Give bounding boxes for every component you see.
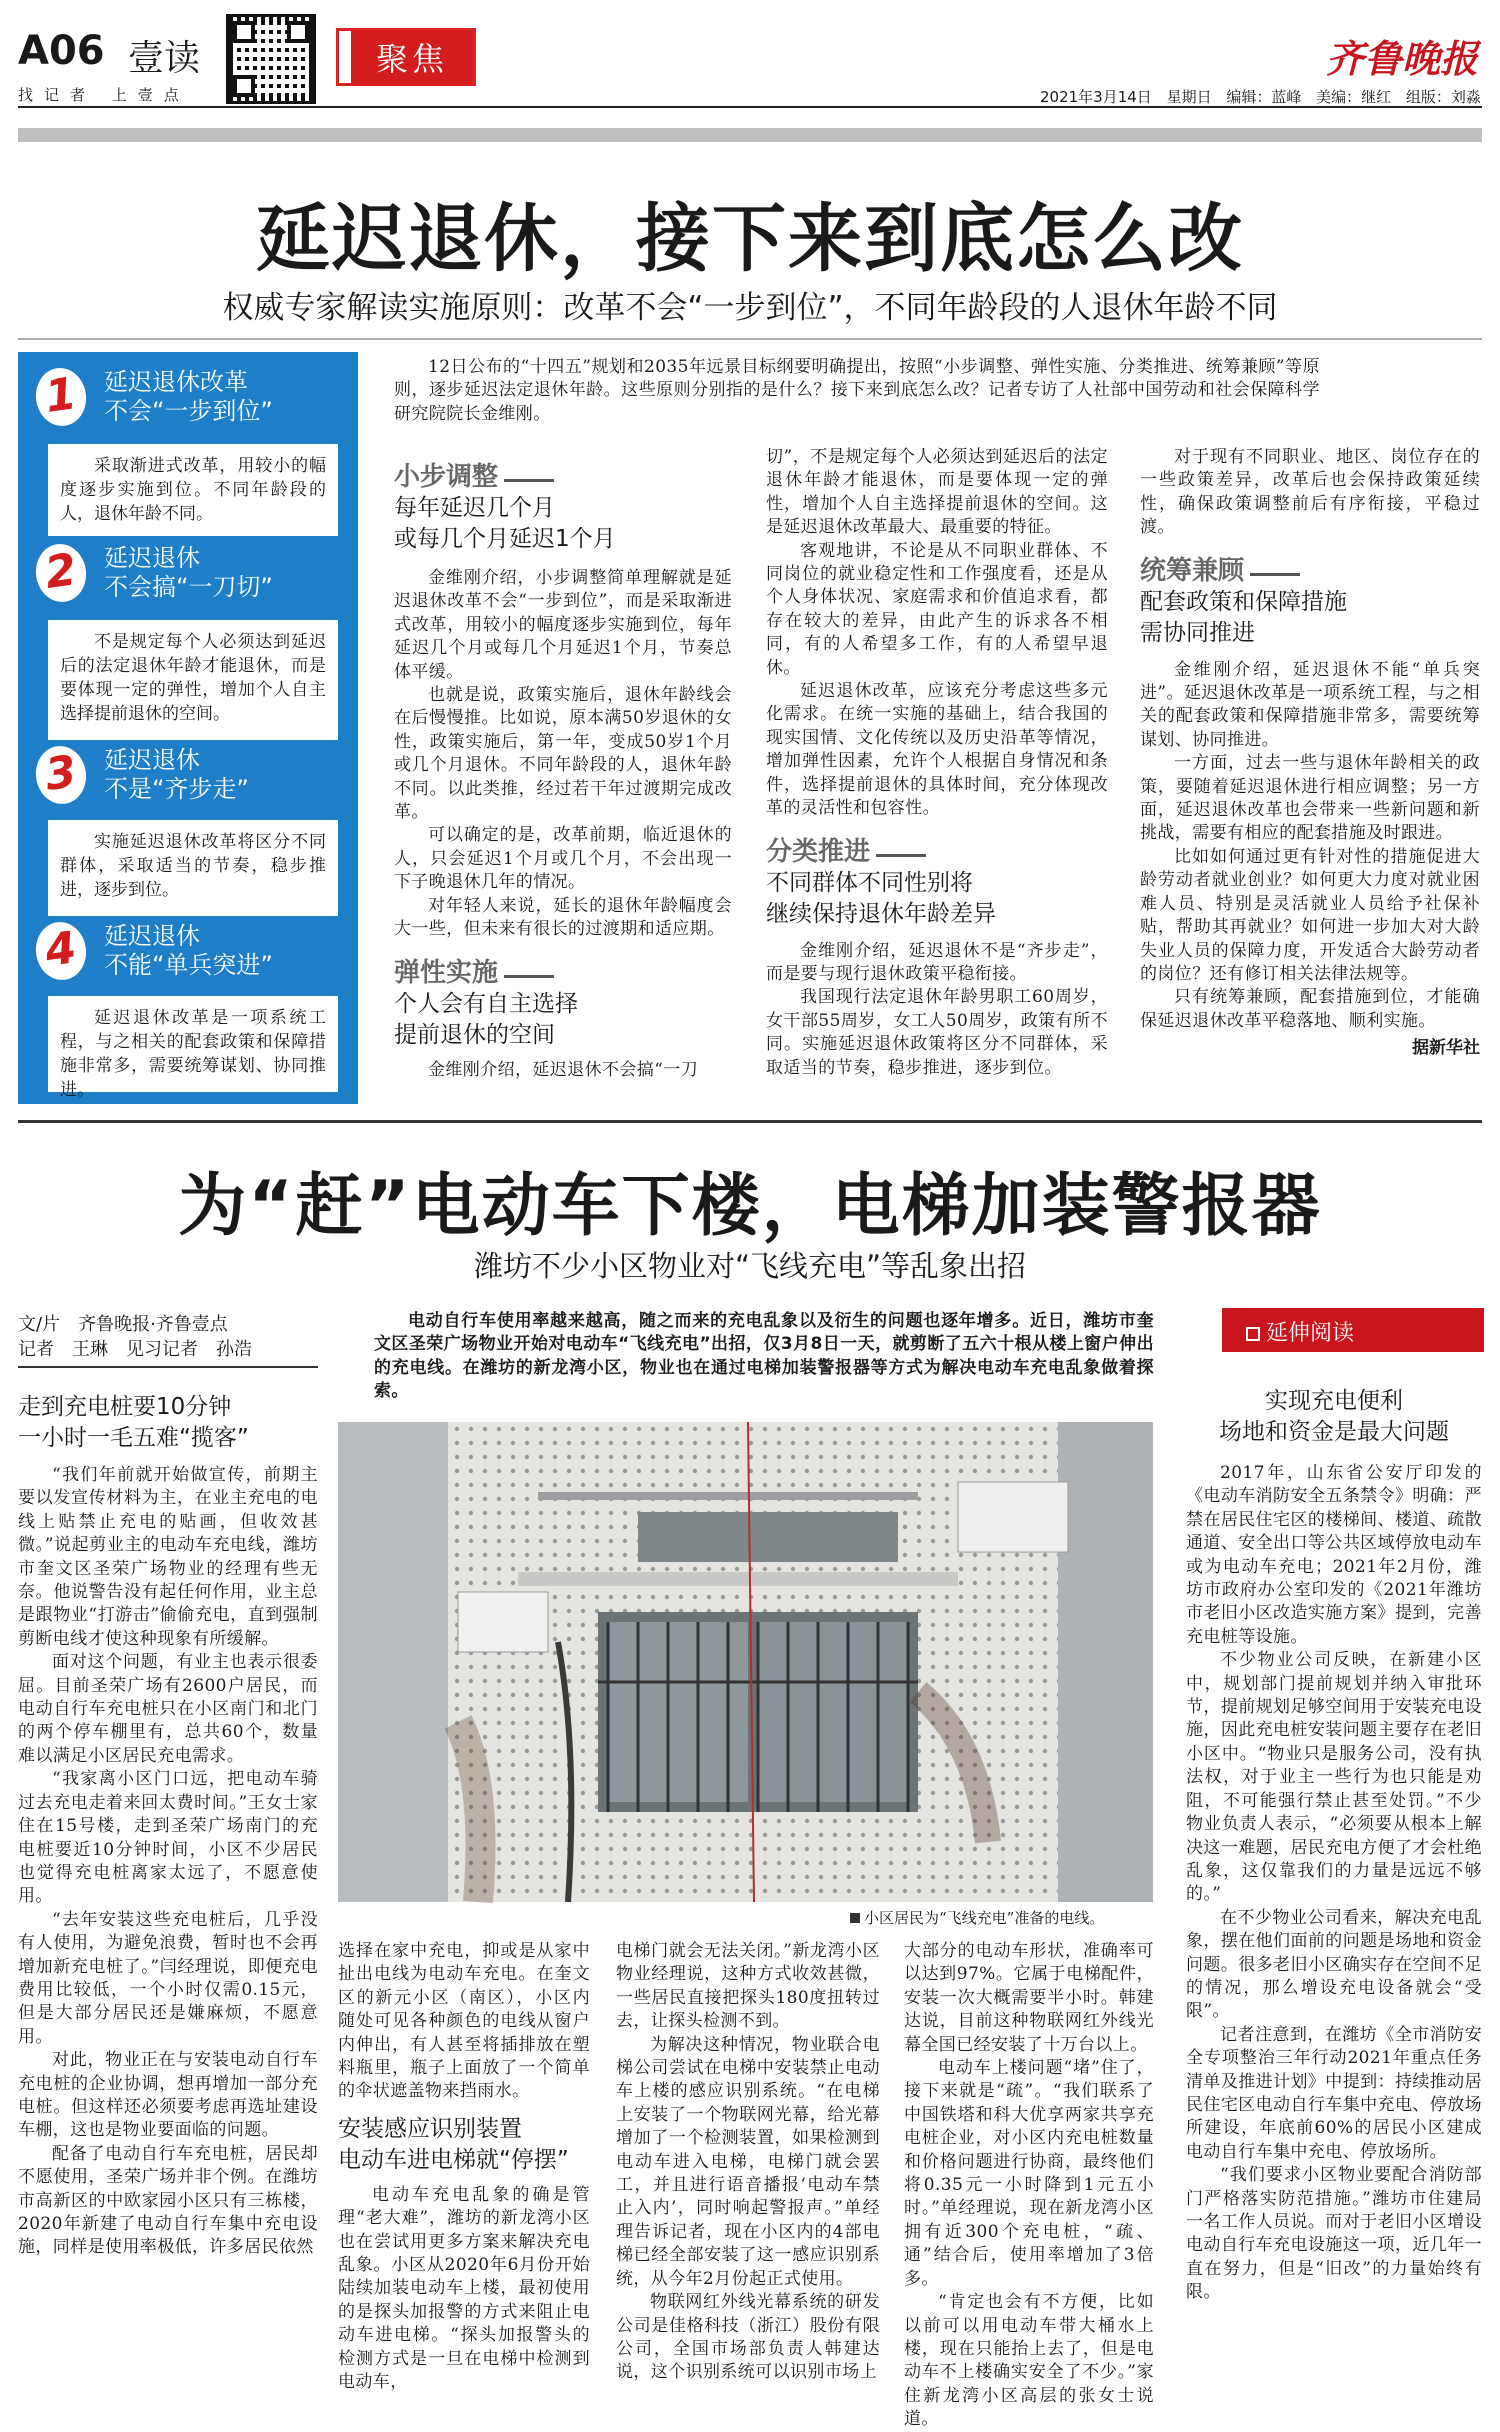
- article2-subheadline: 潍坊不少小区物业对“飞线充电”等乱象出招: [473, 1249, 1027, 1283]
- building-photo: [338, 1422, 1153, 1902]
- article2-col-4: 大部分的电动车形状，准确率可以达到97%。它属于电梯配件，安装一次大概需要半小时。韩建达说，目前这种物联网红外线光幕全国已经安装了十万台以上。 电动车上楼问题“堵”住了，接下来就是“疏”。“我们联系了中国铁塔和科大优享两家共享充电桩企业，对小区内充电桩数量和价格问题进行协商，最终他们将0.35元一小时降到1元五小时。”单经理说，现在新龙湾小区拥有近300个充电桩，“疏、通”结合后，使用率增加了3倍多。 “肯定也会有不方便，比如以前可以用电动车带大桶水上楼，现在只能抬上去了，但是电动车不上楼确实安全了不少。”家住新龙湾小区高层的张女士说道。: [904, 1941, 1154, 2430]
- point-2-body: 不是规定每个人必须达到延迟后的法定退休年龄才能退休，而是要体现一定的弹性，增加个人自主选择提前退休的空间。: [48, 620, 338, 740]
- focus-label: 聚焦: [336, 28, 476, 86]
- article2-headline: 为“赶”电动车下楼，电梯加装警报器: [178, 1167, 1322, 1246]
- brand-logo: 齐鲁晚报: [1325, 36, 1478, 81]
- article1-subheadline: 权威专家解读实施原则：改革不会“一步到位”，不同年龄段的人退休年龄不同: [222, 290, 1278, 326]
- byline: 文/片 齐鲁晚报·齐鲁壹点 记者 王琳 见习记者 孙浩: [18, 1314, 252, 1360]
- section-name: 壹读: [128, 38, 201, 79]
- section-divider: [18, 1120, 1482, 1123]
- point-4-body: 延迟退休改革是一项系统工程，与之相关的配套政策和保障措施非常多，需要统筹谋划、协同推进。: [48, 996, 338, 1092]
- page-number: A06: [18, 28, 105, 74]
- article1-lead: 12日公布的“十四五”规划和2035年远景目标纲要明确提出，按照“小步调整、弹性实施、分类推进、统筹兼顾”等原则，逐步延迟法定退休年龄。这些原则分别指的是什么？接下来到底怎么改？记者专访了人社部中国劳动和社会保障科学研究院院长金维刚。: [394, 357, 1320, 424]
- gray-band: [18, 128, 1482, 142]
- article1-col3: 对于现有不同职业、地区、岗位存在的一些政策差异，改革后也会保持政策延续性，确保政策调整前后有序衔接，平稳过渡。 统筹兼顾 配套政策和保障措施 需协同推进 金维刚介绍，延迟退休不能“单兵突进”。延迟退休改革是一项系统工程，与之相关的配套政策和保障措施非常多，需要统筹谋划、协同推进。 一方面，过去一些与退休年龄相关的政策，要随着延迟退休进行相应调整；另一方面，延迟退休改革也会带来一些新问题和新挑战，需要有相应的配套措施及时跟进。 比如如何通过更有针对性的措施促进大龄劳动者就业创业？如何更大力度对就业困难人员、特别是灵活就业人员给予社保补贴，帮助其再就业？如何进一步加大对大龄失业人员的保障力度，开发适合大龄劳动者的岗位？还有修订相关法律法规等。 只有统筹兼顾，配套措施到位，才能确保延迟退休改革平稳落地、顺利实施。 据新华社: [1140, 447, 1480, 1059]
- article1-headline: 延迟退休，接下来到底怎么改: [256, 196, 1244, 282]
- article2-lead: 电动自行车使用率越来越高，随之而来的充电乱象以及衍生的问题也逐年增多。近日，潍坊市奎文区圣荣广场物业开始对电动车“飞线充电”出招，仅3月8日一天，就剪断了五六十根从楼上窗户伸出的充电线。在潍坊的新龙湾小区，物业也在通过电梯加装警报器等方式为解决电动车充电乱象做着探索。: [374, 1311, 1154, 1402]
- point-3-header: 3 延迟退休 不是“齐步走”: [18, 742, 358, 810]
- key-points-sidebar: [18, 352, 358, 1104]
- article1-col2: 切”，不是规定每个人必须达到延迟后的法定退休年龄才能退休，而是要体现一定的弹性，增加个人自主选择提前退休的空间。这是延迟退休改革最大、最重要的特征。 客观地讲，不论是从不同职业群体、不同岗位的就业稳定性和工作强度看，还是从个人身体状况、家庭需求和价值追求看，都存在较大的差异，由此产生的诉求各不相同，有的人希望多工作，有的人希望早退休。 延迟退休改革，应该充分考虑这些多元化需求。在统一实施的基础上，结合我国的现实国情、文化传统以及历史沿革等情况，增加弹性因素，允许个人根据自身情况和条件，选择提前退休的具体时间，充分体现改革的灵活性和包容性。 分类推进 不同群体不同性别将 继续保持退休年龄差异 金维刚介绍，延迟退休不是“齐步走”，而是要与现行退休政策平稳衔接。 我国现行法定退休年龄男职工60周岁，女干部55周岁，女工人50周岁，政策有所不同。实施延迟退休政策将区分不同群体，采取适当的节奏，稳步推进，逐步到位。: [766, 447, 1108, 1078]
- circle-number-icon: 4: [32, 919, 90, 983]
- point-2-header: 2 延迟退休 不会搞“一刀切”: [18, 540, 358, 608]
- section-slogan: 找记者 上壹点: [18, 86, 190, 104]
- point-4-header: 4 延迟退休 不能“单兵突进”: [18, 918, 358, 986]
- extended-reading: 实现充电便利 场地和资金是最大问题 2017年，山东省公安厅印发的《电动车消防安全五条禁令》明确：严禁在居民住宅区的楼梯间、楼道、疏散通道、安全出口等公共区域停放电动车或为电动车充电；2021年2月份，潍坊市政府办公室印发的《2021年潍坊市老旧小区改造实施方案》提到，完善充电桩等设施。 不少物业公司反映，在新建小区中，规划部门提前规划并纳入审批环节，提前规划足够空间用于安装充电设施，因此充电桩安装问题主要存在老旧小区中。“物业只是服务公司，没有执法权，对于业主一些行为也只能是劝阻，不可能强行禁止甚至处罚。”不少物业负责人表示，“必须要从根本上解决这一难题，居民充电方便了才会杜绝乱象，这仅靠我们的力量是远远不够的。” 在不少物业公司看来，解决充电乱象，摆在他们面前的问题是场地和资金问题。很多老旧小区确实存在空间不足的情况，那么增设充电设备就会“受限”。 记者注意到，在潍坊《全市消防安全专项整治三年行动2021年重点任务清单及推进计划》中提到：持续推动居民住宅区电动自行车集中充电、停放场所建设，年底前60%的居民小区建成电动自行车集中充电、停放场所。 “我们要求小区物业要配合消防部门严格落实防范措施。”潍坊市住建局一名工作人员说。而对于老旧小区增设电动自行车充电设施这一项，近几年一直在努力，但是“旧改”的力量始终有限。: [1186, 1388, 1482, 2303]
- circle-number-icon: 3: [32, 743, 90, 807]
- point-3-body: 实施延迟退休改革将区分不同群体，采取适当的节奏，稳步推进，逐步到位。: [48, 820, 338, 916]
- point-1-body: 采取渐进式改革，用较小的幅度逐步实施到位。不同年龄段的人，退休年龄不同。: [48, 444, 338, 536]
- issue-meta: 2021年3月14日 星期日 编辑：蓝峰 美编：继红 组版：刘淼: [1040, 88, 1481, 106]
- photo-caption: 小区居民为“飞线充电”准备的电线。: [850, 1907, 1104, 1928]
- byline-rule: [18, 1366, 318, 1368]
- article1-col1: 小步调整 每年延迟几个月 或每几个月延迟1个月 金维刚介绍，小步调整简单理解就是延迟退休改革不会“一步到位”，而是采取渐进式改革，用较小的幅度逐步实施到位，每年延迟几个月或每几个月延迟1个月，节奏总体平缓。 也就是说，政策实施后，退休年龄线会在后慢慢推。比如说，原本满50岁退休的女性，政策实施后，第一年，变成50岁1个月或几个月退休。不同年龄段的人，退休年龄不同。以此类推，经过若干年过渡期完成改革。 可以确定的是，改革前期，临近退休的人，只会延迟1个月或几个月，不会出现一下子晚退休几年的情况。 对年轻人来说，延长的退休年龄幅度会大一些，但未来有很长的过渡期和适应期。 弹性实施 个人会有自主选择 提前退休的空间 金维刚介绍，延迟退休不会搞“一刀: [394, 462, 732, 1080]
- source-credit: 据新华社: [1412, 1038, 1480, 1059]
- point-1-header: 1 延迟退休改革 不会“一步到位”: [18, 364, 358, 432]
- circle-number-icon: 2: [32, 541, 90, 605]
- article2-col-left: 走到充电桩要10分钟 一小时一毛五难“揽客” “我们年前就开始做宣传，前期主要以发宣传材料为主，在业主充电的电线上贴禁止充电的贴画，但收效甚微。”说起剪业主的电动车充电线，潍坊市奎文区圣荣广场物业的经理有些无奈。他说警告没有起任何作用，业主总是跟物业“打游击”偷偷充电，直到强制剪断电线才使这种现象有所缓解。 面对这个问题，有业主也表示很委屈。目前圣荣广场有2600户居民，而电动自行车充电桩只在小区南门和北门的两个停车棚里有，总共60个，数量难以满足小区居民充电需求。 “我家离小区门口远，把电动车骑过去充电走着来回太费时间。”王女士家住在15号楼，走到圣荣广场南门的充电桩要近10分钟时间，小区不少居民也觉得充电桩离家太远了，不愿意使用。 “去年安装这些充电桩后，几乎没有人使用，为避免浪费，暂时也不会再增加新充电桩了。”闫经理说，即便充电费用比较低，一个小时仅需0.15元，但是大部分居民还是嫌麻烦，不愿意用。 对此，物业正在与安装电动自行车充电桩的企业协调，想再增加一部分充电桩。但这样还必须要考虑再选址建设车棚，这也是物业要面临的问题。 配备了电动自行车充电桩，居民却不愿使用，圣荣广场并非个例。在潍坊市高新区的中欧家园小区只有三栋楼，2020年新建了电动自行车集中充电设施，同样是使用率极低，许多居民依然: [18, 1394, 318, 2258]
- article2-col-mid: 选择在家中充电，抑或是从家中扯出电线为电动车充电。在奎文区的新元小区（南区），小区内随处可见各种颜色的电线从窗户内伸出，有人甚至将插排放在塑料瓶里，瓶子上面放了一个简单的伞状遮盖物来挡雨水。 安装感应识别装置 电动车进电梯就“停摆” 电动车充电乱象的确是管理“老大难”，潍坊的新龙湾小区也在尝试用更多方案来解决充电乱象。小区从2020年6月份开始陆续加装电动车上楼，最初使用的是探头加报警的方式来阻止电动车进电梯。“探头加报警头的检测方式是一旦在电梯中检测到电动车，: [338, 1941, 590, 2393]
- qr-code-icon: [226, 14, 316, 104]
- circle-number-icon: 1: [32, 365, 90, 429]
- header-rule: [18, 106, 1482, 108]
- extended-reading-tab: 延伸阅读: [1222, 1308, 1484, 1352]
- article2-col-3: 电梯门就会无法关闭。”新龙湾小区物业经理说，这种方式收效甚微，一些居民直接把探头180度扭转过去，让探头检测不到。 为解决这种情况，物业联合电梯公司尝试在电梯中安装禁止电动车上楼的感应识别系统。“在电梯上安装了一个物联网光幕，给光幕增加了一个检测装置，如果检测到电动车进入电梯，电梯门就会罢工，并且进行语音播报‘电动车禁止入内’，同时响起警报声。”单经理告诉记者，现在小区内的4部电梯已经全部安装了这一感应识别系统，从今年2月份起正式使用。 物联网红外线光幕系统的研发公司是佳格科技（浙江）股份有限公司，全国市场部负责人韩建达说，这个识别系统可以识别市场上: [616, 1941, 880, 2383]
- divider: [18, 338, 1482, 340]
